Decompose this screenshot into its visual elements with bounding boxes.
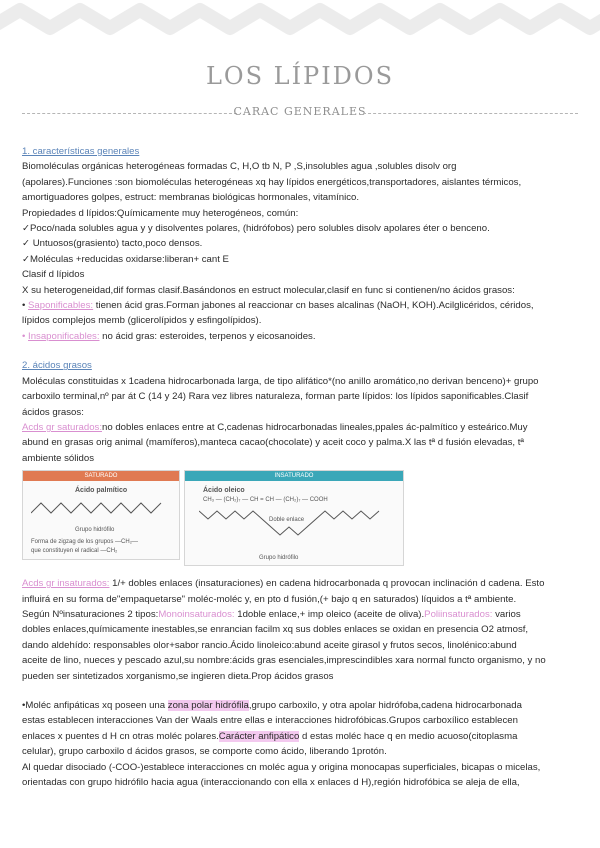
divider-right (363, 113, 578, 114)
amph-post: ,grupo carboxilo, y otra apolar hidrófoba,cadena hidrocarbonada (248, 699, 522, 711)
text-line: X su heterogeneidad,dif formas clasif.Basándonos en estruct molecular,clasif en func si contienen/no ácidos grasos: (22, 284, 515, 296)
text-line: Al quedar disociado (-COO-)establece interacciones cn moléc agua y origina monocapas superficiales, bicapas o micelas, (22, 761, 541, 773)
text-line: Moléculas constituidas x 1cadena hidrocarbonada larga, de tipo alifático*(no anillo aromático,no derivan benceno)+ grupo (22, 375, 539, 387)
mono-label: Monoinsaturados: (158, 608, 235, 620)
document-body (22, 144, 582, 790)
text-line: Biomoléculas orgánicas heterogéneas formadas C, H,O tb N, P ,S,insolubles agua ,solubles disolv org (22, 161, 457, 173)
insaponificables-text: no ácid gras: esteroides, terpenos y eicosanoides. (99, 330, 316, 342)
text-line: Propiedades d lípidos:Químicamente muy heterogéneos, común: (22, 207, 299, 219)
text-line: pueden ser sintetizados xorganismo,se ingieren dieta.Prop ácidos grasos (22, 670, 334, 682)
text-line: amortiguadores golpes, estruct: membranas biológicas hormonales, vitamínico. (22, 192, 360, 204)
check-item: ✓ Untuosos(grasiento) tacto,poco densos. (22, 238, 203, 250)
figure-caption: que constituyen el radical —CH₂ (31, 548, 118, 555)
figure-caption: Forma de zigzag de los grupos —CH₂— (31, 539, 139, 546)
types-intro: Según Nºinsaturaciones 2 tipos: (22, 608, 159, 620)
text-line: lípidos complejos memb (glicerolípidos y esfingolípidos). (22, 315, 262, 327)
section-2-heading: 2. ácidos grasos (22, 360, 92, 372)
text-line: influirá en su forma de"empaquetarse" moléc-moléc y, en pto d fusión,(+ bajo q en saturados) líquidos a tª ambiente. (22, 593, 517, 605)
insaturados-label: Acds gr insaturados: (22, 578, 110, 590)
figure-caption: Doble enlace (269, 517, 305, 524)
highlight-polar-zone: zona polar hidrófila (167, 699, 249, 711)
poli-label: Poliinsaturados: (424, 608, 493, 620)
text-line: orientadas con grupo hidrófilo hacia agua (interaccionando con ella x enlaces d H),región hidrofóbica se aleja de ella, (22, 777, 520, 788)
insaturation-types-line (22, 607, 582, 622)
amphipathic-line (22, 698, 582, 713)
zigzag-chain-diagram (31, 495, 171, 519)
insaturados-line (22, 576, 582, 591)
fatty-acid-figures (22, 470, 582, 566)
saturados-text: no dobles enlaces entre at C,cadenas hidrocarbonadas lineales,ppales ác-palmítico y esteárico.Muy (102, 421, 528, 433)
amph2-pre: enlaces x puentes d H cn otras moléc polares. (22, 730, 219, 742)
section-1-heading: 1. características generales (22, 146, 140, 157)
saponificables-text: tienen ácid gras.Forman jabones al reaccionar cn bases alcalinas (NaOH, KOH).Acilglicéridos, céridos, (93, 300, 534, 312)
amph2-post: d estas moléc hace q en medio acuoso(citoplasma (299, 730, 518, 742)
amphipathic-line-2 (22, 729, 582, 744)
amph-pre: •Moléc anfipáticas xq poseen una (22, 699, 168, 711)
page-title: LOS LÍPIDOS (205, 62, 395, 90)
bullet-insaponificables: • Insaponificables: no ácid gras: esteroides, terpenos y eicosanoides. (22, 330, 316, 342)
check-item: ✓Poco/nada solubles agua y y disolventes polares, (hidrófobos) pero solubles disolv apolares éter o benceno. (22, 223, 490, 235)
text-line: dando aldehído: responsables olor+sabor rancio.Ácido linoleico:abund aceite girasol y frutos secos, linolénico:abund (22, 639, 517, 651)
saponificables-label: Saponificables: (28, 300, 94, 312)
zigzag-decoration (0, 0, 600, 52)
figure-band-unsaturated: INSATURADO (185, 471, 403, 481)
text-line: estas establecen interacciones Van der Waals entre ellas e interacciones hidrofóbicas.Grupos carboxílico establecen (22, 715, 518, 727)
check-item: ✓Moléculas +reducidas oxidarse:liberan+ cant E (22, 253, 229, 265)
figure-title: Ácido oleico (203, 487, 245, 495)
figure-formula: CH₃ — (CH₂)₇ — CH = CH — (CH₂)₇ — COOH (203, 497, 328, 504)
text-line: Clasif d lípidos (22, 269, 85, 281)
text-line: ácidos grasos: (22, 406, 84, 418)
saturados-line (22, 420, 582, 435)
text-line: celular), grupo carboxilo d ácidos grasos, se comporte como ácido, liberando 1protón. (22, 746, 387, 758)
insaponificables-label: Insaponificables: (28, 330, 100, 342)
figure-band-saturated: SATURADO (23, 471, 179, 481)
figure-unsaturated (184, 470, 404, 566)
insaturados-text: 1/+ dobles enlaces (insaturaciones) en cadena hidrocarbonada q provocan inclinación d cadena. Esto (109, 578, 545, 590)
bullet-saponificables: • Saponificables: tienen ácid gras.Forman jabones al reaccionar cn bases alcalinas (NaOH, KOH).Acilglicéridos, céridos, (22, 300, 534, 312)
text-line: dobles enlaces,químicamente inestables,se enrancian facilm xq sus dobles enlaces se oxidan en presencia O2 atmosf, (22, 624, 529, 636)
subtitle-row (22, 105, 578, 121)
highlight-amphipathic: Carácter anfipático (218, 730, 300, 742)
text-line: ambiente sólidos (22, 452, 94, 464)
poli-text: varios (492, 608, 521, 620)
text-line: aceite de lino, nueces y pescado azul,su nombre:ácids gras esenciales,imprescindibles xara normal functo organismo, y no (22, 655, 546, 667)
figure-title: Ácido palmítico (75, 487, 128, 495)
figure-caption: Grupo hidrófilo (259, 555, 299, 562)
text-line: carboxilo terminal,nº par át C (14 y 24) Rara vez libres naturaleza, forman parte lípidos: los lípidos saponificables.Clasif (22, 391, 529, 403)
figure-caption: Grupo hidrófilo (75, 527, 115, 534)
figure-saturated (22, 470, 180, 560)
text-line: (apolares).Funciones :son biomoléculas heterogéneas xq hay lípidos energéticos,transportadores, aislantes térmicos, (22, 176, 522, 188)
page-subtitle: CARAC GENERALES (233, 105, 367, 118)
text-line: abund en grasas orig animal (mamíferos),manteca cacao(chocolate) y aceit coco y palma.X las tª d fusión elevadas, tª (22, 437, 524, 449)
saturados-label: Acds gr saturados: (22, 421, 102, 433)
mono-text: 1doble enlace,+ imp oleico (aceite de oliva). (234, 608, 425, 620)
